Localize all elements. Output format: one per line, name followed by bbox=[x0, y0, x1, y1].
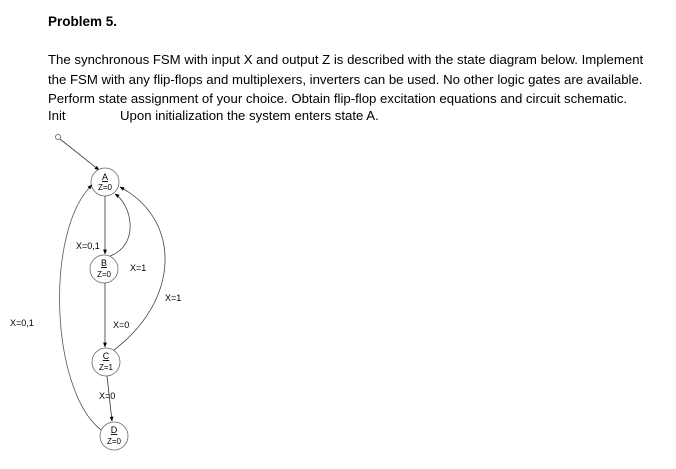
label-c-to-a: X=1 bbox=[165, 293, 182, 303]
state-d bbox=[100, 422, 128, 450]
state-d-output: Z=0 bbox=[106, 437, 122, 446]
init-arrow bbox=[60, 139, 99, 170]
label-b-to-c: X=0 bbox=[113, 320, 130, 330]
state-b-output: Z=0 bbox=[96, 270, 112, 279]
state-c-name: C bbox=[102, 351, 110, 361]
state-b bbox=[90, 255, 118, 283]
label-b-to-a: X=1 bbox=[130, 263, 147, 273]
init-pseudostate bbox=[56, 135, 61, 140]
state-a bbox=[91, 168, 119, 196]
label-a-to-b: X=0,1 bbox=[76, 241, 100, 251]
state-a-output: Z=0 bbox=[97, 183, 113, 192]
description-line-1: The synchronous FSM with input X and output Z is described with the state diagram below. Implement bbox=[48, 52, 644, 67]
label-c-to-d: X=0 bbox=[99, 391, 116, 401]
state-c-output: Z=1 bbox=[98, 363, 114, 372]
description-line-2: the FSM with any flip-flops and multiplexers, inverters can be used. No other logic gates are available. bbox=[48, 71, 643, 87]
init-label: Init bbox=[48, 108, 66, 123]
state-c bbox=[92, 348, 120, 376]
state-b-name: B bbox=[100, 258, 108, 268]
transition-d-to-a bbox=[60, 185, 101, 430]
label-d-to-a: X=0,1 bbox=[10, 318, 34, 328]
state-a-name: A bbox=[101, 172, 109, 182]
init-note: Upon initialization the system enters state A. bbox=[120, 108, 379, 123]
problem-title: Problem 5. bbox=[48, 14, 118, 29]
transition-b-to-a bbox=[110, 194, 130, 256]
state-d-name: D bbox=[110, 425, 118, 435]
description-line-3: Perform state assignment of your choice. Obtain flip-flop excitation equations and circuit schematic. bbox=[48, 91, 628, 106]
